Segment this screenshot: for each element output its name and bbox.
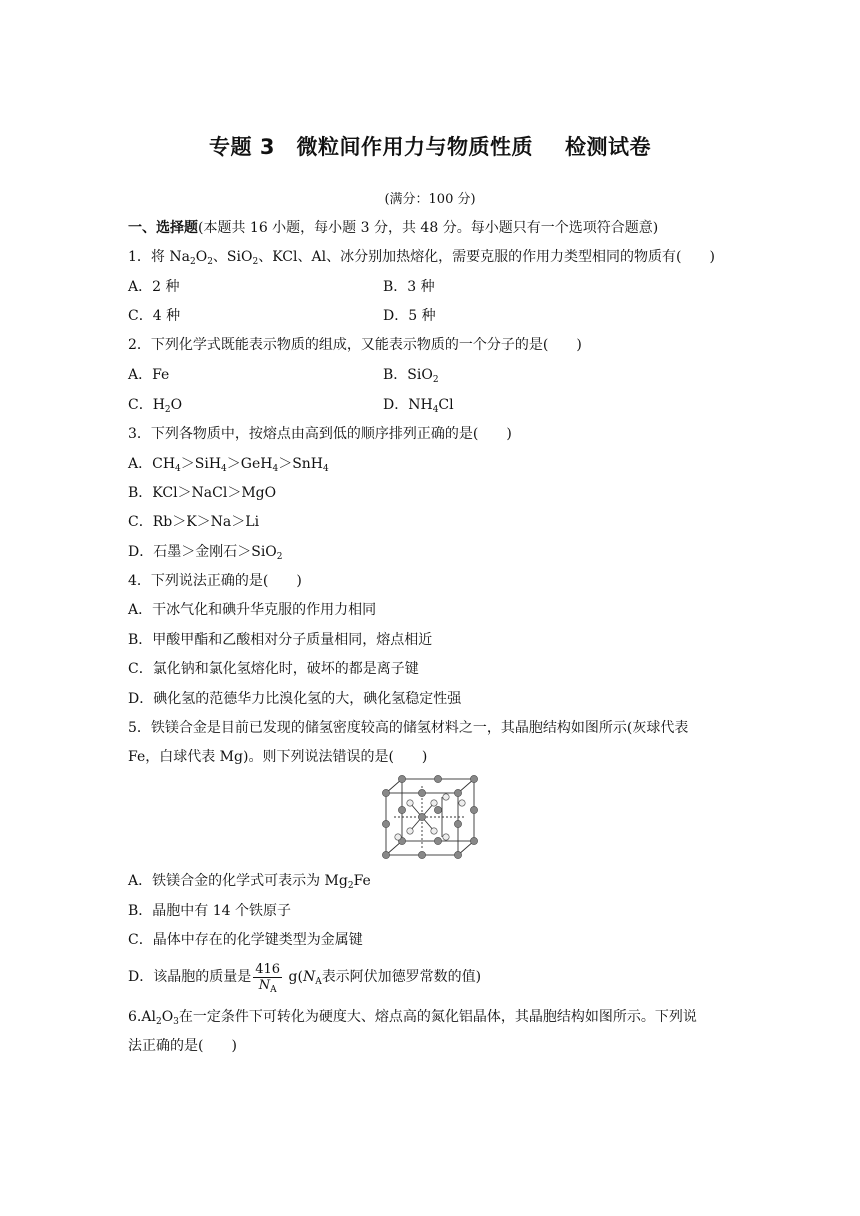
q2-option-c: C．$H_2O$ bbox=[128, 397, 183, 415]
question-5-stem-line-2: Fe，白球代表 Mg)。则下列说法错误的是( ) bbox=[128, 749, 428, 765]
q4-option-d: D．碘化氢的范德华力比溴化氢的大，碘化氢稳定性强 bbox=[128, 691, 462, 707]
q2-option-a: A．Fe bbox=[128, 367, 170, 383]
question-6-stem-line-1: $6.Al_2O_3$在一定条件下可转化为硬度大、熔点高的氮化铝晶体，其晶胞结构如图所示。下列说 bbox=[128, 1009, 697, 1027]
q1-option-d: D．5 种 bbox=[383, 308, 436, 324]
q4-option-a: A．干冰气化和碘升华克服的作用力相同 bbox=[128, 602, 377, 618]
q5-option-d: D．该晶胞的质量是 $\frac{416}{N_A}$ $g(N_A$表示阿伏加德罗常数的值) bbox=[128, 961, 482, 995]
question-5-stem-line-1: 5．铁镁合金是目前已发现的储氢密度较高的储氢材料之一，其晶胞结构如图所示(灰球代表 bbox=[128, 720, 689, 736]
page-title: 专题 3 微粒间作用力与物质性质 检测试卷 bbox=[209, 135, 651, 159]
q2-option-b: B．SiO$_2$ bbox=[383, 367, 439, 385]
crystal-cell-figure bbox=[380, 773, 482, 861]
q3-option-d: D．石墨＞金刚石＞SiO$_2$ bbox=[128, 544, 283, 562]
question-1-stem: 1．将 $Na_2O_2$、SiO$_2$、KCl、Al、冰分别加热熔化，需要克服的作用力类型相同的物质有( ) bbox=[128, 249, 715, 267]
q5-option-a: A．铁镁合金的化学式可表示为 $Mg_2Fe$ bbox=[128, 873, 371, 891]
q2-option-d: D．$NH_4Cl$ bbox=[383, 397, 454, 415]
question-6-stem-line-2: 法正确的是( ) bbox=[128, 1038, 237, 1054]
section-heading: 一、选择题(本题共 16 小题，每小题 3 分，共 48 分。每小题只有一个选项符合题意) bbox=[128, 220, 659, 236]
q3-option-c: C．Rb＞K＞Na＞Li bbox=[128, 514, 260, 530]
question-4-stem: 4．下列说法正确的是( ) bbox=[128, 573, 302, 589]
q3-option-b: B．KCl＞NaCl＞MgO bbox=[128, 485, 277, 501]
q5-option-c: C．晶体中存在的化学键类型为金属键 bbox=[128, 932, 363, 948]
question-2-stem: 2．下列化学式既能表示物质的组成，又能表示物质的一个分子的是( ) bbox=[128, 337, 582, 353]
q5-option-b: B．晶胞中有 14 个铁原子 bbox=[128, 903, 292, 919]
q4-option-b: B．甲酸甲酯和乙酸相对分子质量相同，熔点相近 bbox=[128, 632, 433, 648]
fraction-416-over-na: $\frac{416}{N_A}$ bbox=[255, 961, 281, 995]
q3-option-a: A．$CH_4>SiH_4>GeH_4>SnH_4$ bbox=[128, 456, 329, 474]
score-note: (满分：100 分) bbox=[384, 192, 476, 207]
q1-option-a: A．2 种 bbox=[128, 279, 180, 295]
q1-option-b: B．3 种 bbox=[383, 279, 435, 295]
q1-option-c: C．4 种 bbox=[128, 308, 181, 324]
q4-option-c: C．氯化钠和氯化氢熔化时，破坏的都是离子键 bbox=[128, 661, 419, 677]
question-3-stem: 3．下列各物质中，按熔点由高到低的顺序排列正确的是( ) bbox=[128, 426, 512, 442]
